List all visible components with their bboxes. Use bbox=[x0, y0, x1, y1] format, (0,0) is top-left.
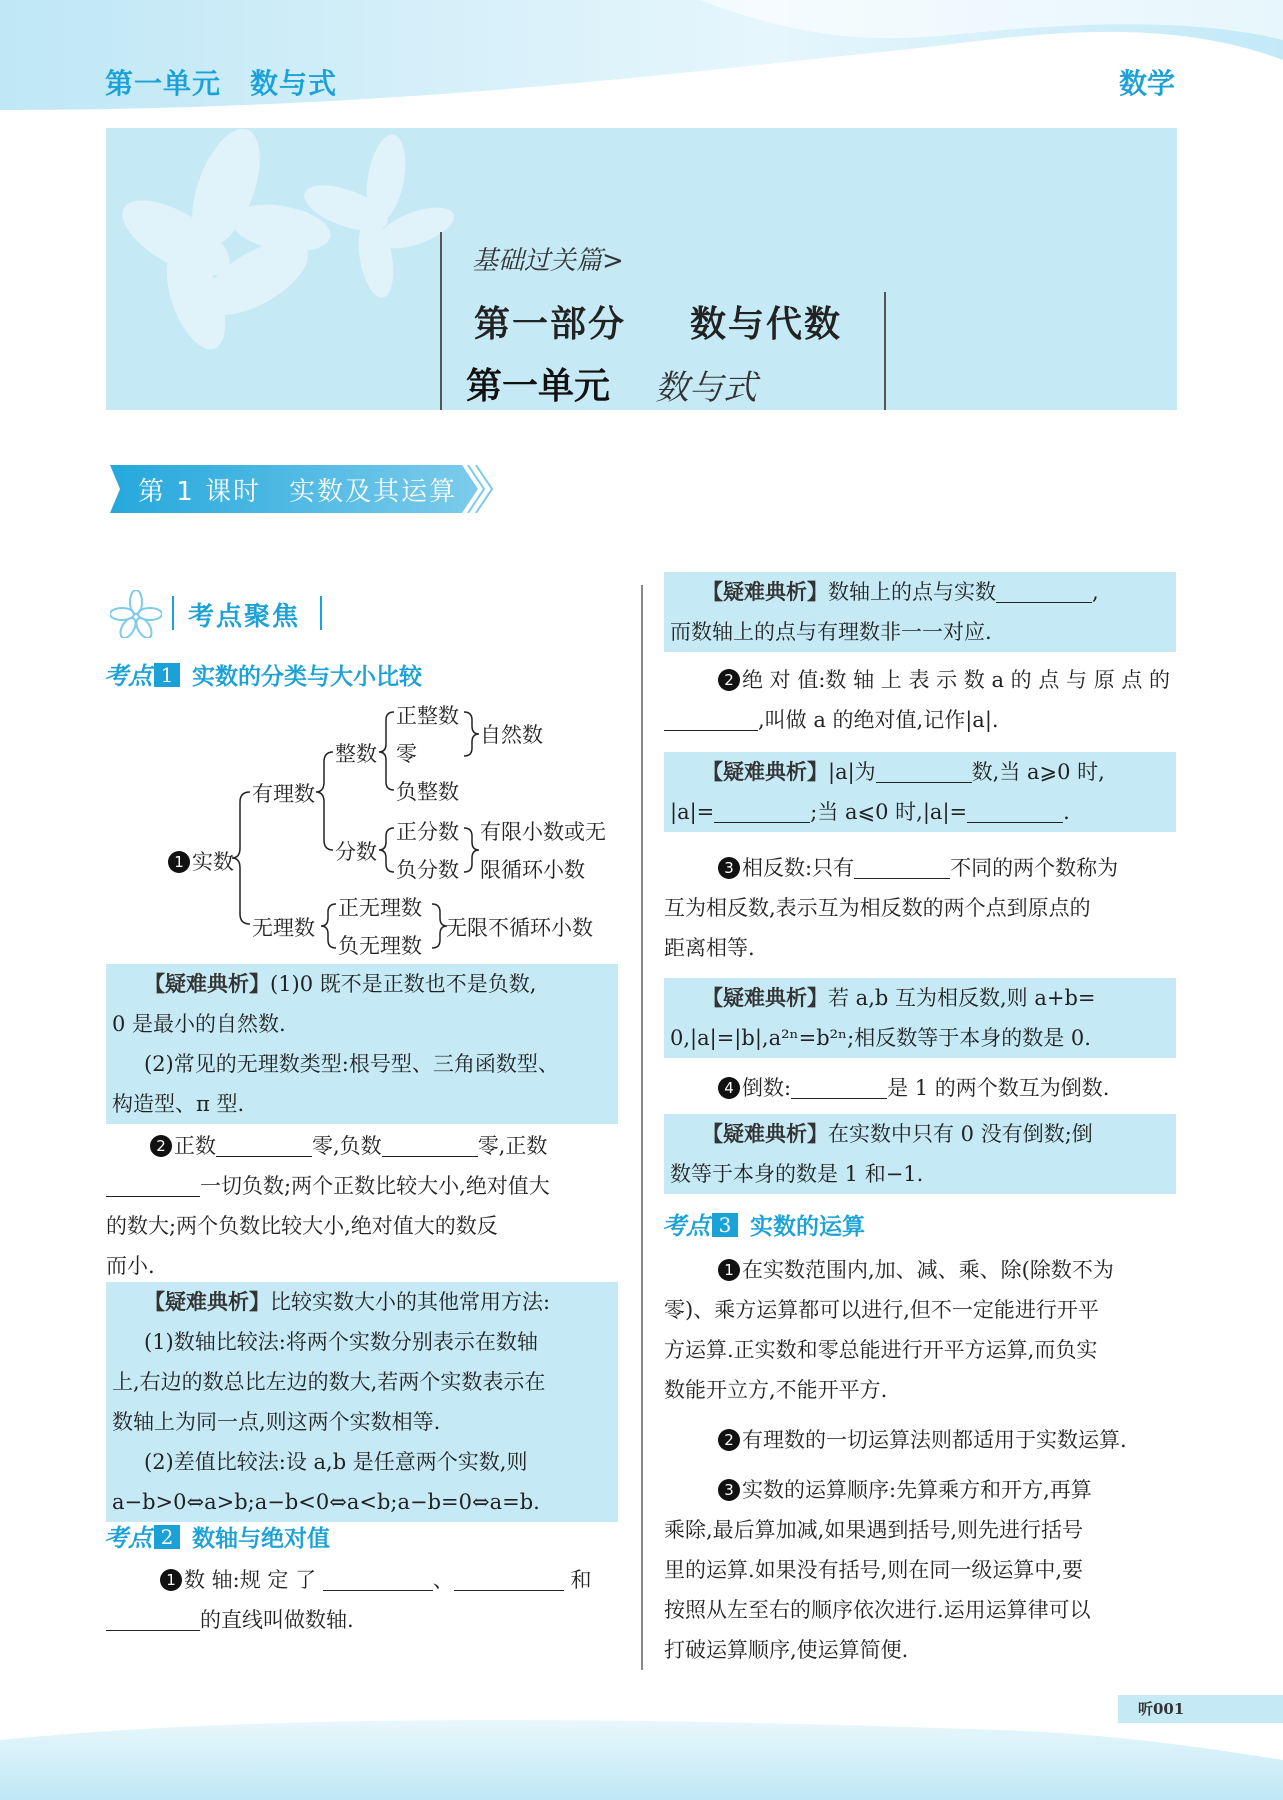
axis-b: 、 bbox=[432, 1568, 454, 1592]
note2-label: 【疑难典析】 bbox=[144, 1290, 270, 1314]
p2-e: 的数大;两个负数比较大小,绝对值大的数反 bbox=[106, 1214, 498, 1238]
op3-e: 打破运算顺序,使运算简便. bbox=[664, 1638, 909, 1662]
note5-label: 【疑难典析】 bbox=[702, 986, 828, 1010]
p2-a: 正数 bbox=[174, 1134, 216, 1158]
blank-13[interactable] bbox=[791, 1073, 887, 1099]
blank-3[interactable] bbox=[106, 1171, 200, 1197]
lesson-title: 第 1 课时 实数及其运算 bbox=[138, 477, 458, 507]
op1-b: 零)、乘方运算都可以进行,但不一定能进行开平 bbox=[664, 1298, 1099, 1322]
kd2-num: 2 bbox=[154, 1525, 180, 1549]
note2-line6: a−b>0⇔a>b;a−b<0⇔a<b;a−b=0⇔a=b. bbox=[106, 1482, 618, 1522]
note5-block bbox=[664, 978, 1176, 1058]
op3-c: 里的运算.如果没有括号,则在同一级运算中,要 bbox=[664, 1558, 1084, 1582]
footer-wave bbox=[0, 1710, 1283, 1800]
rec-a: 倒数: bbox=[742, 1076, 792, 1100]
opp-b: 不同的两个数称为 bbox=[950, 856, 1119, 880]
note5-b: 0,|a|=|b|,a²ⁿ=b²ⁿ;相反数等于本身的数是 0. bbox=[664, 1018, 1176, 1058]
op1-a: 在实数范围内,加、减、乘、除(除数不为 bbox=[742, 1258, 1114, 1282]
tree-frac-note1: 有限小数或无 bbox=[480, 820, 606, 844]
op3-a: 实数的运算顺序:先算乘方和开方,再算 bbox=[742, 1478, 1092, 1502]
tree-pos-irr: 正无理数 bbox=[338, 896, 422, 920]
header-unit-title: 第一单元 数与式 bbox=[105, 67, 338, 100]
kd3-num: 3 bbox=[712, 1213, 738, 1237]
blank-10[interactable] bbox=[714, 797, 810, 823]
kd1-title: 实数的分类与大小比较 bbox=[192, 664, 422, 690]
note6-a: 在实数中只有 0 没有倒数;倒 bbox=[828, 1122, 1093, 1146]
para2-block bbox=[106, 1126, 618, 1286]
rec-block bbox=[664, 1068, 1176, 1108]
op1-c: 方运算.正实数和零总能进行开平方运算,而负实 bbox=[664, 1338, 1098, 1362]
blank-2[interactable] bbox=[382, 1131, 478, 1157]
note2-line1: 比较实数大小的其他常用方法: bbox=[270, 1290, 551, 1314]
opp-d: 距离相等. bbox=[664, 936, 755, 960]
note3-c: 而数轴上的点与有理数非一一对应. bbox=[664, 612, 1176, 652]
abs-block bbox=[664, 660, 1176, 740]
kd3-title: 实数的运算 bbox=[750, 1214, 865, 1240]
kd3-badge: 考点 bbox=[662, 1212, 710, 1240]
circ-rec: 4 bbox=[718, 1077, 740, 1099]
tree-pos-frac: 正分数 bbox=[396, 820, 459, 844]
kd1-badge: 考点 bbox=[104, 662, 152, 690]
note1-block bbox=[106, 964, 618, 1124]
blank-9[interactable] bbox=[876, 757, 972, 783]
banner-unit-a: 第一单元 bbox=[466, 366, 611, 407]
column-divider bbox=[641, 585, 643, 1670]
op2-block bbox=[664, 1420, 1176, 1460]
tree-neg-frac: 负分数 bbox=[396, 858, 459, 882]
banner-subtitle: 基础过关篇> bbox=[472, 246, 624, 276]
op2: 有理数的一切运算法则都适用于实数运算. bbox=[742, 1428, 1127, 1452]
focus-title: 考点聚焦 bbox=[188, 602, 301, 632]
axis-c: 和 bbox=[570, 1568, 592, 1592]
circ-opp: 3 bbox=[718, 857, 740, 879]
note3-a: 数轴上的点与实数 bbox=[828, 580, 996, 604]
note3-b: , bbox=[1092, 580, 1099, 604]
note1-line4: 构造型、π 型. bbox=[106, 1084, 618, 1124]
tree-irr-note: 无限不循环小数 bbox=[446, 916, 593, 940]
opp-c: 互为相反数,表示互为相反数的两个点到原点的 bbox=[664, 896, 1091, 920]
note4-label: 【疑难典析】 bbox=[702, 760, 828, 784]
blank-8[interactable] bbox=[664, 705, 758, 731]
tree-root: 实数 bbox=[192, 850, 234, 874]
circ-1: 1 bbox=[168, 851, 190, 873]
blank-11[interactable] bbox=[967, 797, 1063, 823]
blank-5[interactable] bbox=[454, 1565, 564, 1591]
op3-d: 按照从左至右的顺序依次进行.运用运算律可以 bbox=[664, 1598, 1091, 1622]
op3-b: 乘除,最后算加减,如果遇到括号,则先进行括号 bbox=[664, 1518, 1084, 1542]
note2-block bbox=[106, 1282, 618, 1522]
note4-c: |a|= bbox=[670, 800, 715, 824]
banner-rule-right bbox=[884, 292, 886, 410]
tree-natural: 自然数 bbox=[480, 723, 543, 747]
circ-op1: 1 bbox=[718, 1259, 740, 1281]
tree-braces bbox=[0, 0, 640, 980]
note1-label: 【疑难典析】 bbox=[144, 972, 270, 996]
tree-zero: 零 bbox=[396, 742, 417, 766]
circ-abs: 2 bbox=[718, 669, 740, 691]
circ-op3: 3 bbox=[718, 1479, 740, 1501]
p2-d: 一切负数;两个正数比较大小,绝对值大 bbox=[200, 1174, 550, 1198]
tree-neg-int: 负整数 bbox=[396, 780, 459, 804]
banner-unit-b: 数与式 bbox=[655, 368, 757, 408]
blank-12[interactable] bbox=[854, 853, 950, 879]
tree-irrational: 无理数 bbox=[252, 916, 315, 940]
kd2-heading bbox=[104, 1518, 330, 1553]
note4-d: ;当 a⩽0 时,|a|= bbox=[810, 800, 968, 824]
note4-b: 数,当 a⩾0 时, bbox=[971, 760, 1105, 784]
note6-block bbox=[664, 1114, 1176, 1194]
note4-a: |a|为 bbox=[828, 760, 876, 784]
circ-op2: 2 bbox=[718, 1429, 740, 1451]
abs-b: ,叫做 a 的绝对值,记作|a|. bbox=[758, 708, 999, 732]
kd2-badge: 考点 bbox=[104, 1524, 152, 1552]
note3-label: 【疑难典析】 bbox=[702, 580, 828, 604]
note4-block bbox=[664, 752, 1176, 832]
p2-b: 零,负数 bbox=[312, 1134, 382, 1158]
banner-part-b: 数与代数 bbox=[690, 303, 843, 345]
kd3-heading bbox=[662, 1206, 865, 1241]
banner-part-a: 第一部分 bbox=[474, 303, 627, 345]
tree-pos-int: 正整数 bbox=[396, 704, 459, 728]
axis-block bbox=[106, 1560, 618, 1640]
circ-axis: 1 bbox=[160, 1569, 182, 1591]
tree-rational: 有理数 bbox=[252, 782, 315, 806]
op3-block bbox=[664, 1470, 1176, 1670]
op1-d: 数能开立方,不能开平方. bbox=[664, 1378, 888, 1402]
axis-a: 数 轴:规 定 了 bbox=[184, 1568, 317, 1592]
blank-4[interactable] bbox=[323, 1565, 433, 1591]
note2-line5: (2)差值比较法:设 a,b 是任意两个实数,则 bbox=[106, 1442, 618, 1482]
note2-line2: (1)数轴比较法:将两个实数分别表示在数轴 bbox=[106, 1322, 618, 1362]
note3-block bbox=[664, 572, 1176, 652]
blank-6[interactable] bbox=[106, 1605, 200, 1631]
note4-e: . bbox=[1063, 800, 1070, 824]
axis-d: 的直线叫做数轴. bbox=[200, 1608, 354, 1632]
circ-2: 2 bbox=[150, 1135, 172, 1157]
page-number: 听001 bbox=[1118, 1695, 1283, 1723]
note2-line3: 上,右边的数总比左边的数大,若两个实数表示在 bbox=[106, 1362, 618, 1402]
opp-block bbox=[664, 848, 1176, 968]
kd1-num: 1 bbox=[154, 663, 180, 687]
op1-block bbox=[664, 1250, 1176, 1410]
opp-a: 相反数:只有 bbox=[742, 856, 855, 880]
tree-neg-irr: 负无理数 bbox=[338, 934, 422, 958]
header-subject: 数学 bbox=[1118, 67, 1175, 100]
tree-integer: 整数 bbox=[335, 742, 377, 766]
note2-line4: 数轴上为同一点,则这两个实数相等. bbox=[106, 1402, 618, 1442]
blank-7[interactable] bbox=[996, 577, 1092, 603]
p2-c: 零,正数 bbox=[477, 1134, 548, 1158]
tree-fraction: 分数 bbox=[335, 840, 377, 864]
note1-line2: 0 是最小的自然数. bbox=[106, 1004, 618, 1044]
tree-frac-note2: 限循环小数 bbox=[480, 858, 585, 882]
rec-b: 是 1 的两个数互为倒数. bbox=[887, 1076, 1110, 1100]
note5-a: 若 a,b 互为相反数,则 a+b= bbox=[828, 986, 1096, 1010]
blank-1[interactable] bbox=[216, 1131, 312, 1157]
kd2-title: 数轴与绝对值 bbox=[192, 1526, 330, 1552]
p2-f: 而小. bbox=[106, 1254, 155, 1278]
note1-line1: (1)0 既不是正数也不是负数, bbox=[270, 972, 537, 996]
note6-b: 数等于本身的数是 1 和−1. bbox=[664, 1154, 1176, 1194]
note1-line3: (2)常见的无理数类型:根号型、三角函数型、 bbox=[106, 1044, 618, 1084]
note6-label: 【疑难典析】 bbox=[702, 1122, 828, 1146]
abs-a: 绝 对 值:数 轴 上 表 示 数 a 的 点 与 原 点 的 bbox=[742, 668, 1171, 692]
